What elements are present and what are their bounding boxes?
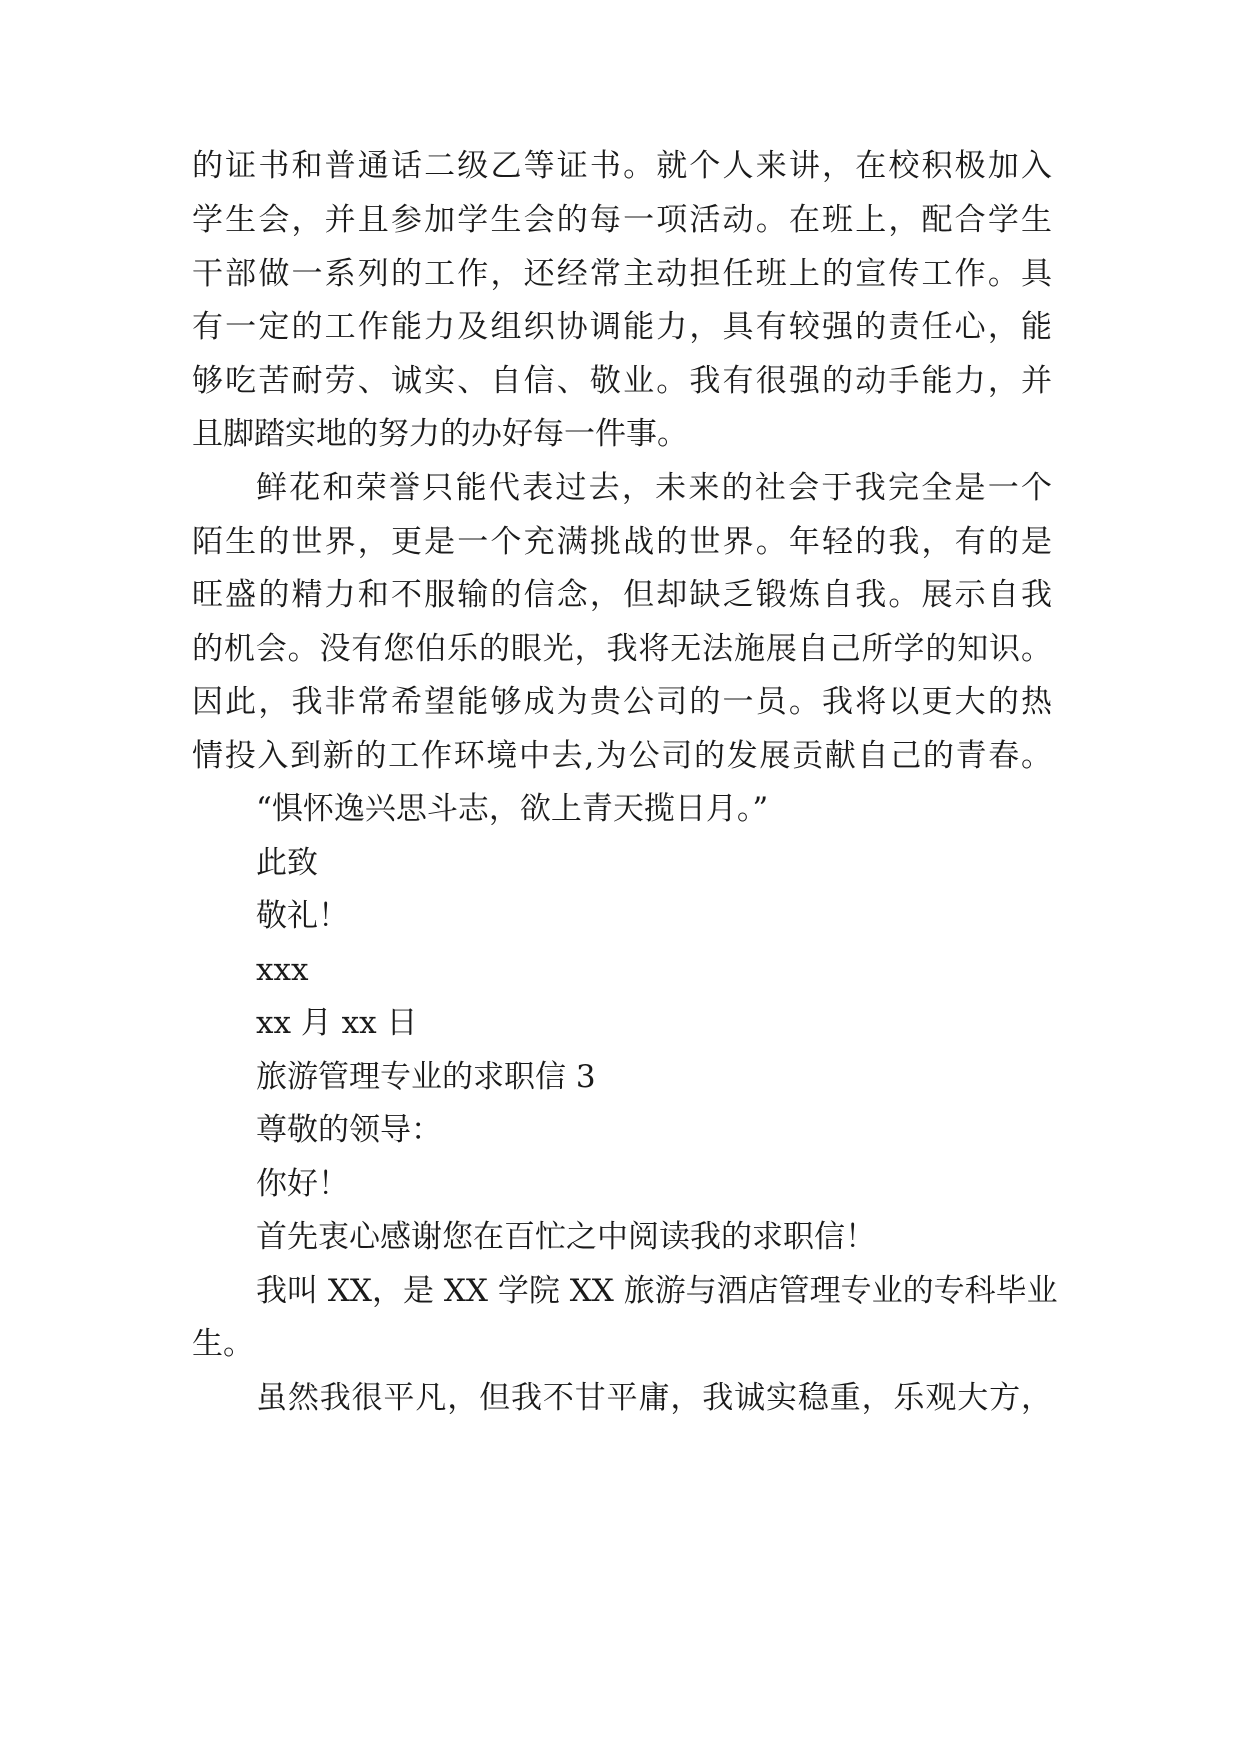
paragraph-1-line-5: 够吃苦耐劳、诚实、自信、敬业。我有很强的动手能力，并 xyxy=(192,363,1052,399)
section-title: 旅游管理专业的求职信 3 xyxy=(256,1059,596,1095)
quote-line: “惧怀逸兴思斗志，欲上青天揽日月。” xyxy=(256,791,769,827)
paragraph-2-line-4: 的机会。没有您伯乐的眼光，我将无法施展自己所学的知识。 xyxy=(192,631,1052,667)
paragraph-1-line-6: 且脚踏实地的努力的办好每一件事。 xyxy=(192,416,688,452)
paragraph-2-line-2: 陌生的世界，更是一个充满挑战的世界。年轻的我，有的是 xyxy=(192,524,1052,560)
paragraph-1-line-2: 学生会，并且参加学生会的每一项活动。在班上，配合学生 xyxy=(192,202,1052,238)
greeting-text: 尊敬的领导： xyxy=(256,1112,442,1148)
hello-text: 你好！ xyxy=(256,1166,349,1202)
salute-text: 敬礼！ xyxy=(256,898,349,934)
intro-line-1: 我叫 XX，是 XX 学院 XX 旅游与酒店管理专业的专科毕业 xyxy=(256,1273,1058,1309)
date-text: xx 月 xx 日 xyxy=(256,1005,418,1041)
paragraph-1-line-4: 有一定的工作能力及组织协调能力，具有较强的责任心，能 xyxy=(192,309,1052,345)
paragraph-1-line-3: 干部做一系列的工作，还经常主动担任班上的宣传工作。具 xyxy=(192,256,1052,292)
intro-line-2: 生。 xyxy=(192,1326,254,1362)
thanks-text: 首先衷心感谢您在百忙之中阅读我的求职信！ xyxy=(256,1219,876,1255)
paragraph-2-line-5: 因此，我非常希望能够成为贵公司的一员。我将以更大的热 xyxy=(192,684,1052,720)
paragraph-2-line-6: 情投入到新的工作环境中去,为公司的发展贡献自己的青春。 xyxy=(192,738,1052,774)
paragraph-1-line-1: 的证书和普通话二级乙等证书。就个人来讲，在校积极加入 xyxy=(192,148,1052,184)
paragraph-2-line-1: 鲜花和荣誉只能代表过去，未来的社会于我完全是一个 xyxy=(256,470,1052,506)
signature-text: xxx xyxy=(256,952,309,988)
paragraph-2-line-3: 旺盛的精力和不服输的信念，但却缺乏锻炼自我。展示自我 xyxy=(192,577,1052,613)
closing-text: 此致 xyxy=(256,845,318,881)
paragraph-3-line-1: 虽然我很平凡，但我不甘平庸，我诚实稳重，乐观大方， xyxy=(256,1380,1052,1416)
